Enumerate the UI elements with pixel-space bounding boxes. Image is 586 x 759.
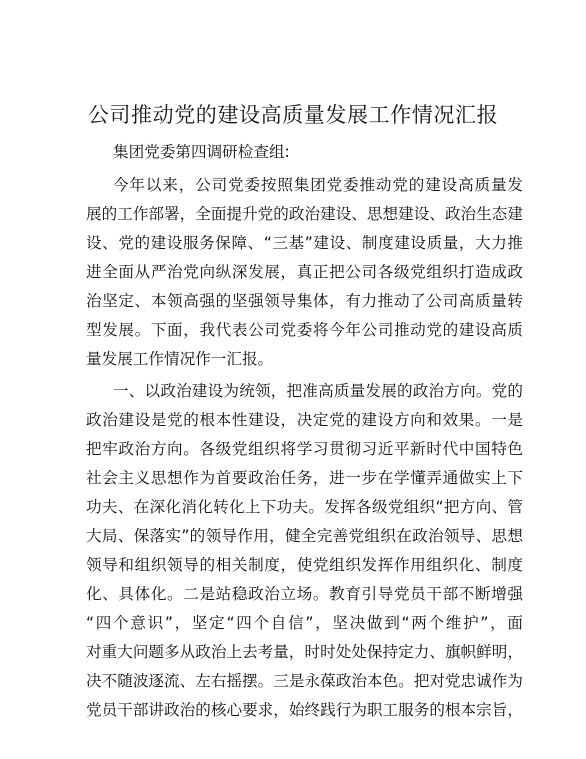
- paragraph-line: 量发展工作情况作一汇报。: [86, 350, 274, 368]
- paragraph-line: 型发展。下面，我代表公司党委将今年公司推动党的建设高质: [86, 321, 524, 339]
- paragraph-line: 政治建设是党的根本性建设，决定党的建设方向和效果。一是: [86, 411, 524, 429]
- paragraph-line: 设、党的建设服务保障、“三基”建设、制度建设质量，大力推: [86, 234, 524, 252]
- paragraph-line: 决不随波逐流、左右摇摆。三是永葆政治本色。把对党忠诚作为: [86, 672, 523, 690]
- paragraph-line: 今年以来，公司党委按照集团党委推动党的建设高质量发: [113, 176, 524, 194]
- document-title: 公司推动党的建设高质量发展工作情况汇报: [87, 103, 499, 127]
- paragraph-line: 治坚定、本领高强的坚强领导集体，有力推动了公司高质量转: [86, 292, 524, 310]
- paragraph-line: 功夫、在深化消化转化上下功夫。发挥各级党组织“把方向、管: [86, 498, 524, 516]
- recipient-heading: 集团党委第四调研检查组:: [113, 143, 290, 161]
- paragraph-line: 化、具体化。二是站稳政治立场。教育引导党员干部不断增强: [86, 585, 524, 603]
- paragraph-line: 一、以政治建设为统领，把准高质量发展的政治方向。党的: [113, 382, 524, 400]
- paragraph-line: 把牢政治方向。各级党组织将学习贯彻习近平新时代中国特色: [86, 440, 524, 458]
- paragraph-line: 展的工作部署，全面提升党的政治建设、思想建设、政治生态建: [86, 205, 523, 223]
- paragraph-line: 进全面从严治党向纵深发展，真正把公司各级党组织打造成政: [86, 263, 524, 281]
- paragraph-line: 大局、保落实”的领导作用，健全完善党组织在政治领导、思想: [86, 527, 524, 545]
- paragraph-line: 领导和组织领导的相关制度，使党组织发挥作用组织化、制度: [86, 556, 524, 574]
- paragraph-line: “四个意识”，坚定“四个自信”，坚决做到“两个维护”，面: [86, 614, 525, 632]
- paragraph-line: 对重大问题多从政治上去考量，时时处处保持定力、旗帜鲜明，: [86, 643, 523, 661]
- paragraph-line: 社会主义思想作为首要政治任务，进一步在学懂弄通做实上下: [86, 469, 524, 487]
- paragraph-line: 党员干部讲政治的核心要求，始终践行为职工服务的根本宗旨，: [86, 701, 523, 719]
